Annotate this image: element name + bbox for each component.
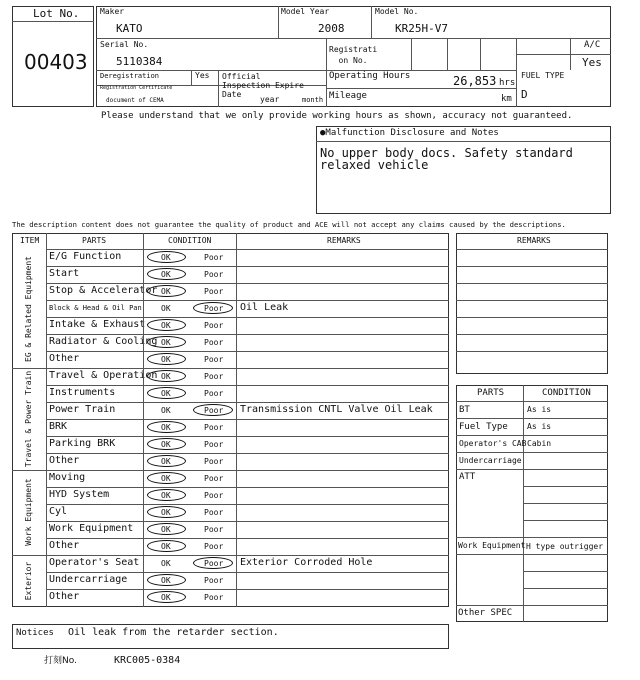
work-equipment-label: Work Equipment (458, 541, 526, 550)
poor-option: Poor (204, 355, 224, 364)
right-row-cond: As is (527, 422, 552, 431)
hrs-unit: hrs (499, 78, 516, 88)
ok-option: OK (161, 287, 171, 296)
ok-option: OK (161, 389, 171, 398)
condition-circle (147, 523, 186, 535)
row-part: BRK (49, 421, 68, 432)
year-label: year (260, 95, 280, 104)
model-year-value: 2008 (318, 22, 345, 35)
poor-option: Poor (204, 525, 224, 534)
model-year-label: Model Year (281, 7, 330, 16)
row-remark: Transmission CNTL Valve Oil Leak (240, 404, 433, 415)
poor-option: Poor (204, 440, 224, 449)
lot-label: Lot No. (33, 7, 80, 20)
remarks-header: REMARKS (327, 236, 361, 245)
row-part: Cyl (49, 506, 68, 517)
ok-option: OK (161, 508, 171, 517)
condition-circle (193, 557, 233, 569)
poor-option: Poor (204, 389, 224, 398)
malfunction-title-text: Malfunction Disclosure and Notes (325, 128, 499, 138)
maker-label: Maker (100, 7, 125, 16)
row-part: Power Train (49, 404, 116, 415)
condition-circle (147, 574, 186, 586)
right-row-part: Fuel Type (459, 422, 508, 432)
notices-label: Notices (16, 628, 54, 638)
row-part: Operator's Seat (49, 557, 140, 568)
condition-circle (147, 506, 186, 518)
row-part: Block & Head & Oil Pan (49, 304, 142, 312)
row-part: Start (49, 268, 80, 279)
row-part: E/G Function (49, 251, 122, 262)
ok-option: OK (161, 270, 171, 279)
group-label-travel: Travel & Power Train (24, 370, 33, 468)
right-row-cond: As is (527, 405, 552, 414)
serial-value: 5110384 (116, 55, 163, 68)
condition-circle (147, 472, 186, 484)
condition-circle (147, 319, 186, 331)
inspection-label: Official Inspection Expire Date (222, 72, 304, 99)
condition-circle (147, 489, 186, 501)
item-header: ITEM (20, 236, 40, 245)
ok-option: OK (161, 576, 171, 585)
group-label-exterior: Exterior (24, 561, 33, 601)
poor-option: Poor (204, 559, 224, 568)
row-part: Radiator & Cooling (49, 336, 158, 347)
km-unit: km (501, 94, 512, 104)
row-part: Stop & Accelerator (49, 285, 158, 296)
fuel-value: D (521, 88, 528, 101)
poor-option: Poor (204, 576, 224, 585)
serial-label: Serial No. (100, 40, 149, 49)
condition-circle (147, 438, 186, 450)
op-hours-value: 26,853 (453, 74, 497, 88)
parts-header: PARTS (82, 236, 107, 245)
right-condition-header: CONDITION (542, 388, 591, 398)
poor-option: Poor (204, 423, 224, 432)
ac-value: Yes (582, 56, 602, 69)
poor-option: Poor (204, 508, 224, 517)
engraving-value: KRC005-0384 (114, 655, 181, 666)
group-label-eg: EG & Related Equipment (24, 256, 33, 362)
ok-option: OK (161, 338, 171, 347)
disclaimer: The description content does not guarantee the quality of product and ACE will not accept any claims caused by the descriptions. (12, 220, 566, 229)
right-row-part: ATT (459, 472, 476, 482)
ok-option: OK (161, 355, 171, 364)
notices-text: Oil leak from the retarder section. (68, 627, 279, 638)
row-part: Intake & Exhaust (49, 319, 146, 330)
row-part: Travel & Operation (49, 370, 158, 381)
cema-label: document of CEMA (106, 97, 164, 104)
fuel-label: FUEL TYPE (521, 71, 565, 80)
work-equipment-value: H type outrigger (526, 542, 604, 551)
engraving-label: 打刻No. (44, 656, 77, 666)
poor-option: Poor (204, 372, 224, 381)
ok-option: OK (161, 525, 171, 534)
right-row-cond: Cabin (527, 439, 552, 448)
ok-option: OK (161, 253, 171, 262)
poor-option: Poor (204, 491, 224, 500)
ok-option: OK (161, 457, 171, 466)
condition-circle (147, 251, 186, 263)
right-row-part: Operator's CAB (459, 439, 527, 448)
reg-cert-label: Registration Certificate (100, 85, 173, 91)
condition-circle (193, 302, 233, 314)
row-part: HYD System (49, 489, 110, 500)
condition-circle (147, 370, 186, 382)
model-no-value: KR25H-V7 (395, 22, 448, 35)
row-part: Other (49, 455, 80, 466)
dereg-value: Yes (195, 71, 210, 80)
ok-option: OK (161, 321, 171, 330)
maker-value: KATO (116, 22, 143, 35)
right-row-part: Undercarriage (459, 456, 522, 465)
ok-option: OK (161, 593, 171, 602)
dereg-label: Deregistration (100, 72, 160, 80)
row-part: Work Equipment (49, 523, 134, 534)
bullet-icon: ● (320, 128, 326, 138)
condition-circle (147, 268, 186, 280)
malfunction-line-2: relaxed vehicle (320, 158, 429, 172)
condition-header: CONDITION (168, 236, 212, 245)
row-remark: Exterior Corroded Hole (240, 557, 373, 568)
poor-option: Poor (204, 287, 224, 296)
right-remarks-header: REMARKS (517, 236, 551, 245)
condition-circle (193, 404, 233, 416)
poor-option: Poor (204, 457, 224, 466)
ok-option: OK (161, 559, 171, 568)
row-remark: Oil Leak (240, 302, 289, 313)
ok-option: OK (161, 474, 171, 483)
mileage-label: Mileage (329, 91, 367, 101)
row-part: Undercarriage (49, 574, 128, 585)
condition-circle (147, 591, 186, 603)
right-row-part: BT (459, 405, 470, 415)
malfunction-title (320, 129, 499, 138)
ok-option: OK (161, 406, 171, 415)
condition-circle (147, 421, 186, 433)
ok-option: OK (161, 440, 171, 449)
row-part: Other (49, 591, 80, 602)
right-parts-header: PARTS (477, 388, 505, 398)
condition-circle (147, 336, 186, 348)
ok-option: OK (161, 372, 171, 381)
row-part: Instruments (49, 387, 116, 398)
ok-option: OK (161, 304, 171, 313)
hours-notice: Please understand that we only provide working hours as shown, accuracy not guaranteed. (101, 111, 573, 121)
op-hours-label: Operating Hours (329, 71, 411, 81)
poor-option: Poor (204, 253, 224, 262)
row-part: Other (49, 540, 80, 551)
row-part: Other (49, 353, 80, 364)
poor-option: Poor (204, 338, 224, 347)
right-remarks-table (456, 233, 608, 374)
row-part: Moving (49, 472, 86, 483)
group-label-work: Work Equipment (24, 478, 33, 546)
ok-option: OK (161, 542, 171, 551)
poor-option: Poor (204, 270, 224, 279)
poor-option: Poor (204, 304, 224, 313)
lot-number: 00403 (24, 50, 88, 74)
model-no-label: Model No. (375, 7, 419, 16)
condition-circle (147, 455, 186, 467)
ok-option: OK (161, 491, 171, 500)
registration-label: Registrati on No. (329, 45, 378, 65)
poor-option: Poor (204, 321, 224, 330)
ok-option: OK (161, 423, 171, 432)
row-part: Parking BRK (49, 438, 116, 449)
poor-option: Poor (204, 593, 224, 602)
ac-label: A/C (584, 40, 601, 50)
poor-option: Poor (204, 474, 224, 483)
poor-option: Poor (204, 406, 224, 415)
condition-circle (147, 387, 186, 399)
condition-circle (147, 353, 186, 365)
month-label: month (302, 96, 324, 104)
other-spec-label: Other SPEC (458, 608, 513, 618)
malfunction-line-1: No upper body docs. Safety standard (320, 146, 573, 160)
condition-circle (147, 285, 186, 297)
condition-circle (147, 540, 186, 552)
poor-option: Poor (204, 542, 224, 551)
